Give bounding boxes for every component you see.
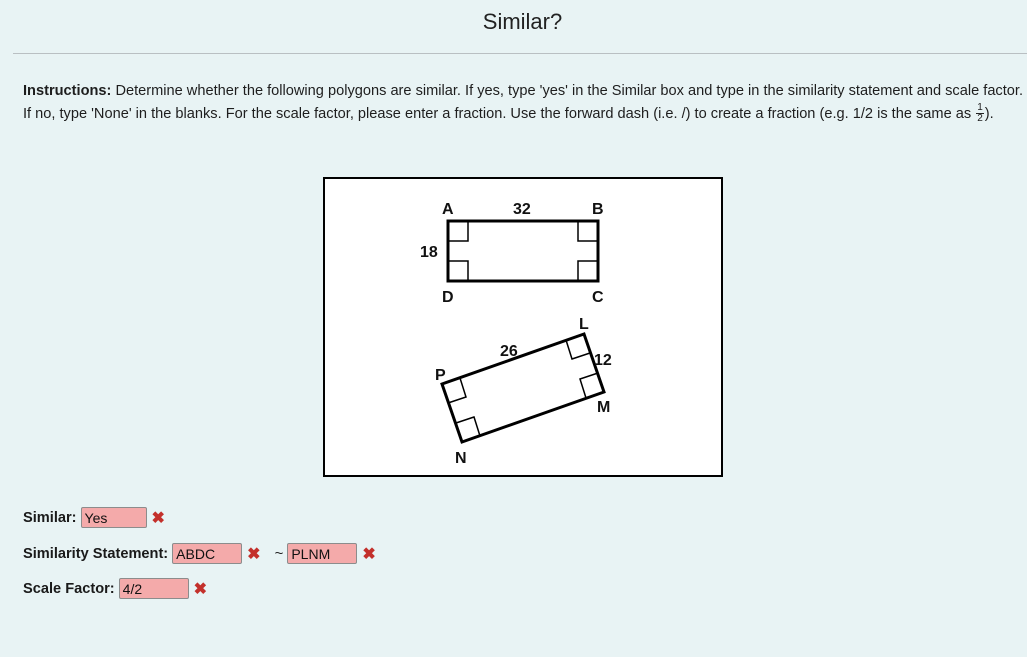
side-pl-length: 26 — [500, 343, 518, 360]
side-ad-length: 18 — [420, 244, 438, 261]
rectangle-abcd — [448, 221, 598, 281]
fraction-numerator: 1 — [977, 102, 983, 114]
scale-factor-label: Scale Factor: — [23, 580, 115, 597]
right-angle-d — [448, 261, 468, 281]
vertex-a-label: A — [442, 201, 454, 218]
fraction-denominator: 2 — [977, 113, 983, 125]
similar-tilde-symbol: ~ — [274, 545, 284, 562]
similarity-statement-label: Similarity Statement: — [23, 545, 169, 562]
similarity-statement-input-2[interactable] — [287, 543, 357, 564]
side-ab-length: 32 — [513, 201, 531, 218]
instructions-text: Determine whether the following polygons are similar. If yes, type 'yes' in the Similar box and type in the similarity statement and scale factor. If no, type 'None' in the blanks. For the scale factor, please enter a fraction. Use the forward dash (i.e. /) to create a fraction (e.g. 1/2 is the same as — [23, 83, 1024, 122]
statement-2-incorrect-icon: ✖ — [362, 545, 376, 563]
vertex-n-label: N — [455, 450, 467, 467]
similar-incorrect-icon: ✖ — [151, 509, 165, 527]
right-angle-b — [578, 221, 598, 241]
vertex-b-label: B — [592, 201, 604, 218]
vertex-m-label: M — [597, 399, 611, 416]
vertex-d-label: D — [442, 289, 454, 306]
instructions-end: ). — [984, 105, 994, 122]
scale-factor-input[interactable] — [119, 578, 189, 599]
vertex-c-label: C — [592, 289, 604, 306]
side-lm-length: 12 — [594, 352, 612, 369]
similarity-statement-input-1[interactable] — [172, 543, 242, 564]
page-title: Similar? — [482, 9, 563, 34]
rectangle-plmn — [442, 334, 604, 442]
right-angle-c — [578, 261, 598, 281]
one-half-fraction — [976, 103, 984, 124]
instructions-label: Instructions: — [23, 83, 112, 99]
similar-label: Similar: — [23, 509, 77, 526]
vertex-l-label: L — [579, 316, 589, 333]
right-angle-a — [448, 221, 468, 241]
similar-input[interactable] — [81, 507, 147, 528]
title-divider — [13, 53, 1027, 54]
polygon-figure — [323, 177, 723, 477]
similar-row — [23, 507, 169, 528]
statement-1-incorrect-icon: ✖ — [247, 545, 261, 563]
scale-factor-incorrect-icon: ✖ — [193, 580, 208, 598]
similarity-statement-row — [23, 543, 380, 564]
scale-factor-row — [23, 578, 211, 599]
vertex-p-label: P — [435, 367, 446, 384]
instructions — [23, 80, 1023, 125]
polygon-diagram — [325, 179, 721, 475]
